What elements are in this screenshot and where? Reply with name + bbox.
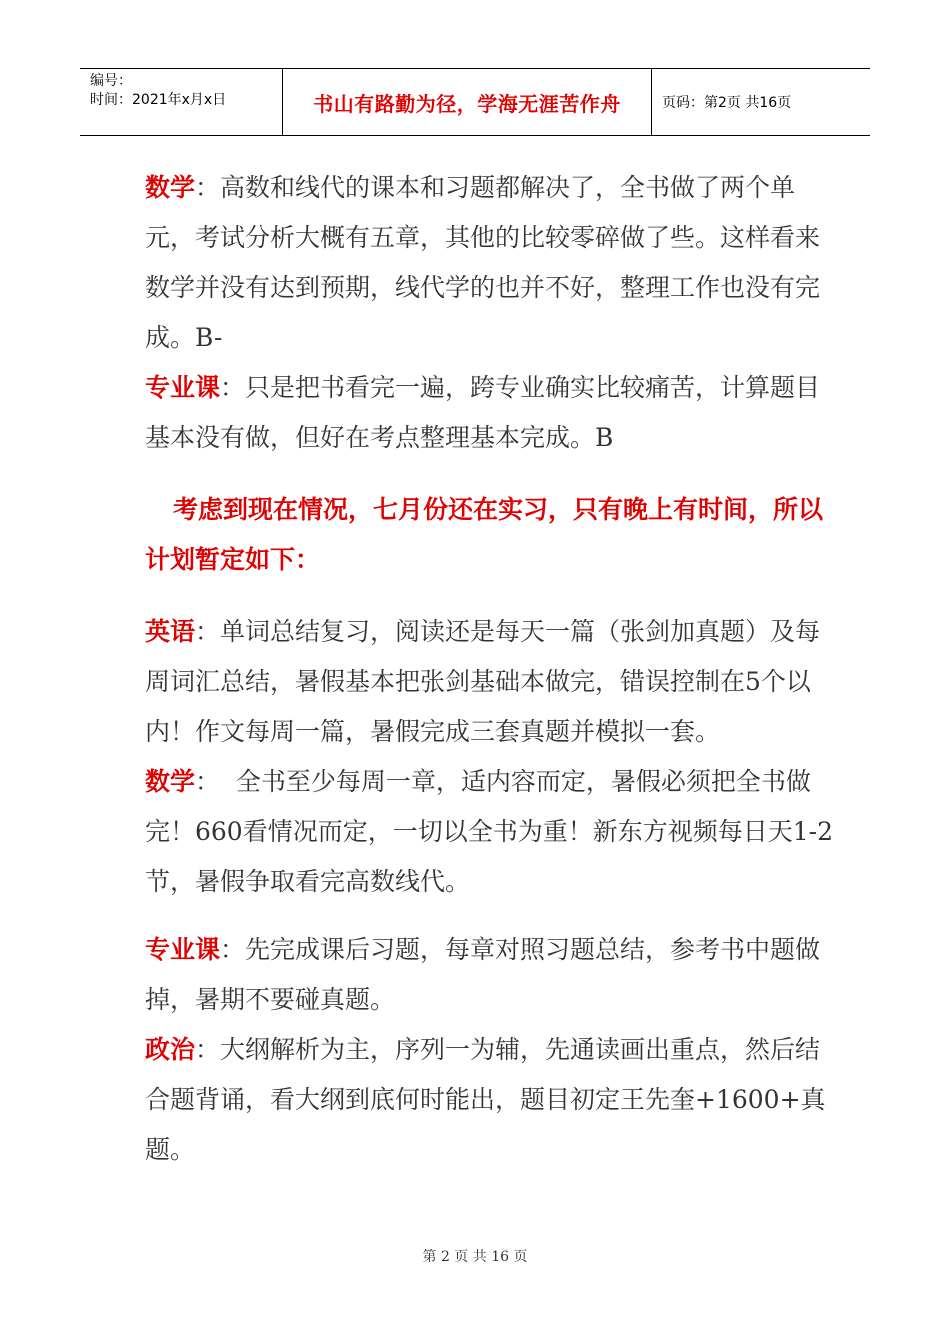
spacer [145, 585, 835, 607]
header-meta-cell [80, 69, 282, 135]
spacer [145, 463, 835, 485]
plan-intro-heading: 考虑到现在情况，七月份还在实习，只有晚上有时间，所以计划暂定如下： [145, 495, 824, 574]
major-review-label: 专业课 [145, 373, 221, 402]
math-review-text: ：高数和线代的课本和习题都解决了，全书做了两个单元，考试分析大概有五章，其他的比较零碎做了些。这样看来数学并没有达到预期，线代学的也并不好，整理工作也没有完成。B- [145, 173, 821, 352]
header-motto-cell [282, 69, 652, 135]
english-plan-text: ：单词总结复习，阅读还是每天一篇（张剑加真题）及每周词汇总结，暑假基本把张剑基础本做完，错误控制在5个以内！作文每周一篇，暑假完成三套真题并模拟一套。 [145, 617, 821, 746]
politics-plan-paragraph [145, 1025, 835, 1175]
math-plan-paragraph [145, 757, 835, 907]
major-review-text: ：只是把书看完一遍，跨专业确实比较痛苦，计算题目基本没有做，但好在考点整理基本完成。B [145, 373, 821, 452]
math-plan-text: ： 全书至少每周一章，适内容而定，暑假必须把全书做完！660看情况而定，一切以全书为重！新东方视频每日天1-2节，暑假争取看完高数线代。 [145, 767, 833, 896]
politics-plan-text: ：大纲解析为主，序列一为辅，先通读画出重点，然后结合题背诵，看大纲到底何时能出，题目初定王先奎+1600+真题。 [145, 1035, 826, 1164]
spacer [145, 907, 835, 925]
header-page-cell [652, 69, 870, 135]
politics-plan-label: 政治 [145, 1035, 196, 1064]
page-footer: 第 2 页 共 16 页 [422, 1249, 528, 1265]
header-page-info: 页码：第2页 共16页 [662, 95, 792, 111]
english-plan-paragraph [145, 607, 835, 757]
major-plan-paragraph [145, 925, 835, 1025]
major-plan-text: ：先完成课后习题，每章对照习题总结，参考书中题做掉，暑期不要碰真题。 [145, 935, 821, 1014]
math-review-label: 数学 [145, 173, 196, 202]
header-motto: 书山有路勤为径，学海无涯苦作舟 [313, 91, 621, 116]
english-plan-label: 英语 [145, 617, 196, 646]
header-time: 时间：2021年x月x日 [90, 92, 227, 108]
math-review-paragraph [145, 163, 835, 363]
document-body [145, 163, 835, 1175]
major-plan-label: 专业课 [145, 935, 221, 964]
math-plan-label: 数学 [145, 767, 196, 796]
header-table [80, 68, 870, 136]
major-review-paragraph [145, 363, 835, 463]
header-number: 编号： [90, 73, 132, 89]
